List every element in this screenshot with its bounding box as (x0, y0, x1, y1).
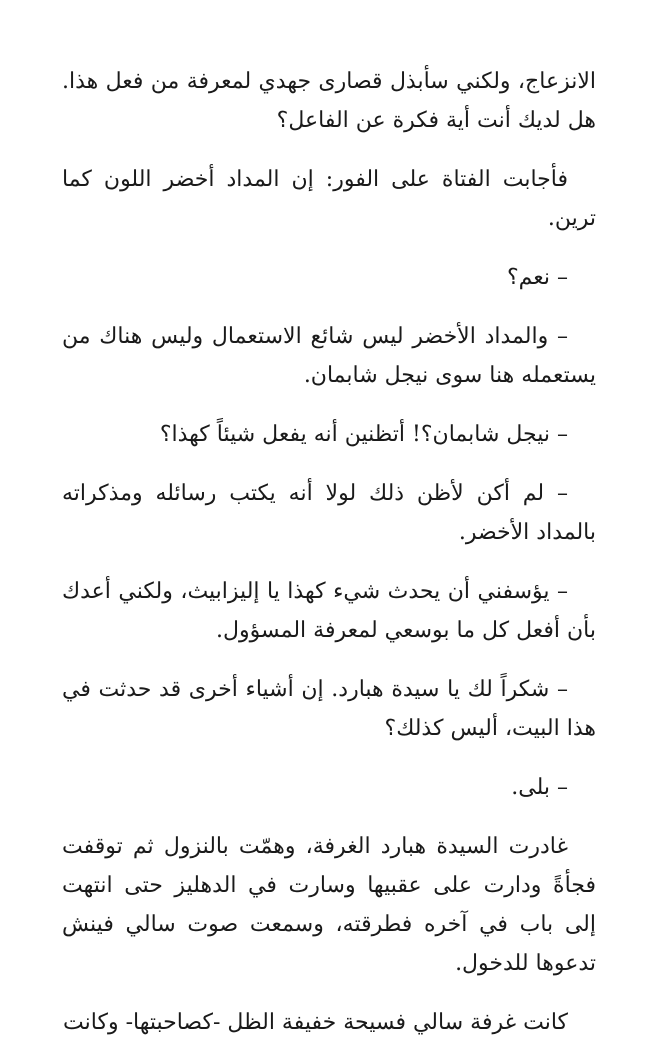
dialogue-line: – نعم؟ (506, 265, 568, 290)
dialogue-line: – بلى. (511, 775, 568, 800)
dialogue-line: – لم أكن لأظن ذلك لولا أنه يكتب رسائله ومذكراته بالمداد الأخضر. (62, 481, 596, 545)
dialogue-line: – نيجل شابمان؟! أتظنين أنه يفعل شيئاً كهذا؟ (159, 422, 568, 447)
dialogue-line: – يؤسفني أن يحدث شيء كهذا يا إليزابيث، ولكني أعدك بأن أفعل كل ما بوسعي لمعرفة المسؤول. (62, 579, 596, 643)
dialogue-line: – شكراً لك يا سيدة هبارد. إن أشياء أخرى قد حدثت في هذا البيت، أليس كذلك؟ (62, 677, 596, 741)
paragraph: فأجابت الفتاة على الفور: إن المداد أخضر اللون كما ترين. (62, 167, 596, 231)
book-page (62, 62, 596, 1062)
paragraph: غادرت السيدة هبارد الغرفة، وهمّت بالنزول ثم توقفت فجأةً ودارت على عقبيها وسارت في الدهليز حتى انتهت إلى باب في آخره فطرقته، وسمعت صوت سالي فينش تدعوها للدخول. (62, 834, 596, 976)
dialogue-line: – والمداد الأخضر ليس شائع الاستعمال وليس هناك من يستعمله هنا سوى نيجل شابمان. (62, 324, 596, 388)
paragraph: الانزعاج، ولكني سأبذل قصارى جهدي لمعرفة من فعل هذا. هل لديك أنت أية فكرة عن الفاعل؟ (62, 69, 596, 133)
paragraph: كانت غرفة سالي فسيحة خفيفة الظل -كصاحبتها- وكانت (63, 1010, 568, 1035)
